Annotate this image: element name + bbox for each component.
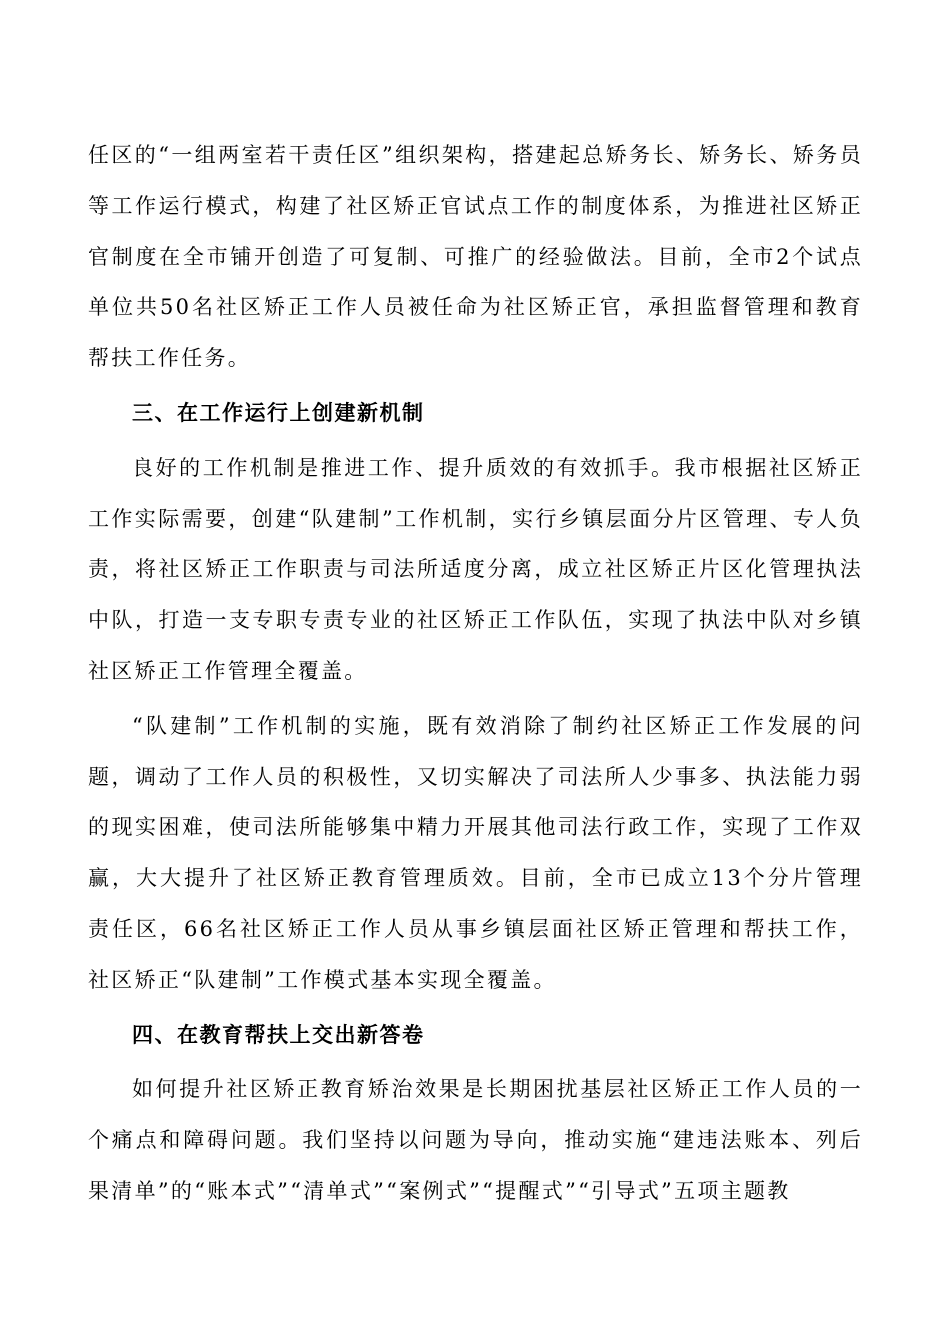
section-heading-4: 四、在教育帮扶上交出新答卷: [132, 1021, 425, 1047]
paragraph-body: “队建制”工作机制的实施，既有效消除了制约社区矫正工作发展的问题，调动了工作人员的积极性，又切实解决了司法所人少事多、执法能力弱的现实困难，使司法所能够集中精力开展其他司法行政工作，实现了工作双赢，大大提升了社区矫正教育管理质效。目前，全市已成立13个分片管理责任区，66名社区矫正工作人员从事乡镇层面社区矫正管理和帮扶工作，社区矫正“队建制”工作模式基本实现全覆盖。: [88, 713, 863, 992]
paragraph-continuation: 任区的“一组两室若干责任区”组织架构，搭建起总矫务长、矫务长、矫务员等工作运行模式，构建了社区矫正官试点工作的制度体系，为推进社区矫正官制度在全市铺开创造了可复制、可推广的经验做法。目前，全市2个试点单位共50名社区矫正工作人员被任命为社区矫正官，承担监督管理和教育帮扶工作任务。: [88, 143, 863, 371]
document-page: [88, 130, 863, 1217]
paragraph-body: 如何提升社区矫正教育矫治效果是长期困扰基层社区矫正工作人员的一个痛点和障碍问题。我们坚持以问题为导向，推动实施“建违法账本、列后果清单”的“账本式”“清单式”“案例式”“提醒式”“引导式”五项主题教: [88, 1077, 863, 1203]
section-heading-3: 三、在工作运行上创建新机制: [132, 399, 425, 425]
paragraph-body: 良好的工作机制是推进工作、提升质效的有效抓手。我市根据社区矫正工作实际需要，创建“队建制”工作机制，实行乡镇层面分片区管理、专人负责，将社区矫正工作职责与司法所适度分离，成立社区矫正片区化管理执法中队，打造一支专职专责专业的社区矫正工作队伍，实现了执法中队对乡镇社区矫正工作管理全覆盖。: [88, 455, 863, 683]
